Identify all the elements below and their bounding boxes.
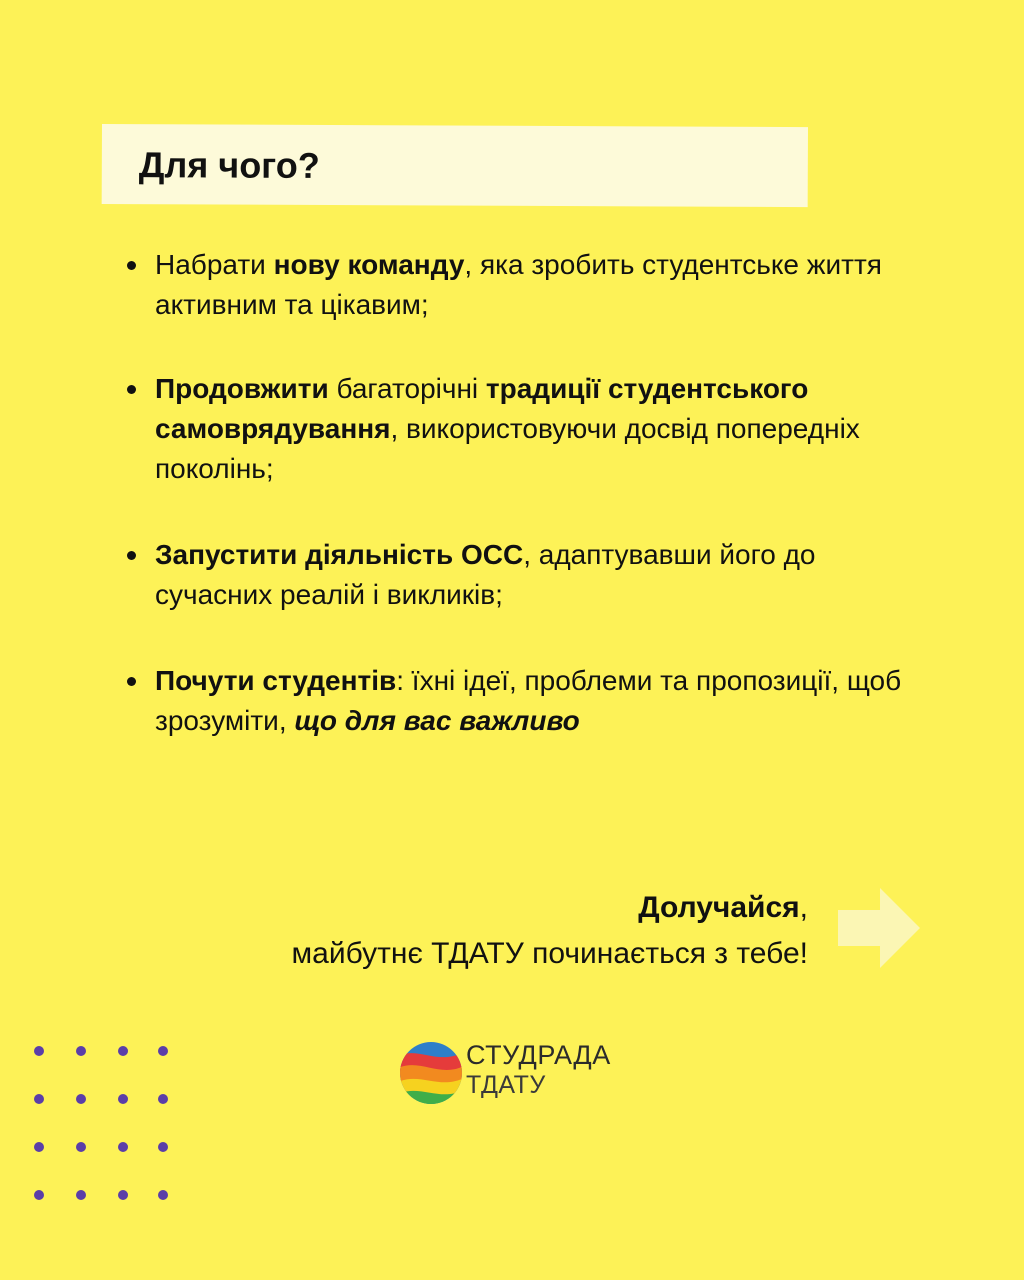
decor-dot: [34, 1190, 44, 1200]
bullet-text: Запустити діяльність ОСС, адаптувавши його до сучасних реалій і викликів;: [155, 539, 816, 610]
list-item: [126, 245, 920, 325]
decor-dot: [76, 1190, 86, 1200]
logo-subtitle: ТДАТУ: [466, 1071, 546, 1099]
page-title: Для чого?: [138, 144, 320, 186]
decor-dot: [34, 1046, 44, 1056]
list-item: [126, 535, 920, 615]
list-item: [126, 661, 920, 741]
logo-name: СТУДРАДА: [466, 1040, 611, 1070]
studrada-logo-icon: [398, 1038, 464, 1108]
bullet-text: Набрати нову команду, яка зробить студентське життя активним та цікавим;: [155, 249, 882, 320]
decor-dot: [34, 1094, 44, 1104]
bullet-dot-icon: [127, 261, 136, 270]
list-item: [126, 369, 920, 489]
decor-dot: [158, 1046, 168, 1056]
decor-dot: [118, 1046, 128, 1056]
bullet-dot-icon: [127, 385, 136, 394]
decor-dot: [76, 1094, 86, 1104]
decor-dot: [118, 1142, 128, 1152]
studrada-logo: [398, 1038, 638, 1108]
decor-dot: [158, 1142, 168, 1152]
cta-line-2: майбутнє ТДАТУ починається з тебе!: [291, 937, 808, 970]
bullet-dot-icon: [127, 677, 136, 686]
decor-dot: [118, 1190, 128, 1200]
bullet-dot-icon: [127, 551, 136, 560]
call-to-action: [292, 885, 808, 977]
decor-dot: [118, 1094, 128, 1104]
bullet-text: Продовжити багаторічні традиції студентського самоврядування, використовуючи досвід попередніх поколінь;: [155, 373, 860, 484]
decor-dot: [34, 1142, 44, 1152]
bullet-text: Почути студентів: їхні ідеї, проблеми та пропозиції, щоб зрозуміти, що для вас важливо: [155, 665, 902, 736]
title-banner: [102, 124, 808, 207]
decor-dot: [158, 1094, 168, 1104]
decor-dot: [76, 1046, 86, 1056]
decor-dot: [76, 1142, 86, 1152]
arrow-right-icon: [836, 888, 922, 970]
cta-line-1: Долучайся,: [638, 891, 808, 924]
decor-dot: [158, 1190, 168, 1200]
